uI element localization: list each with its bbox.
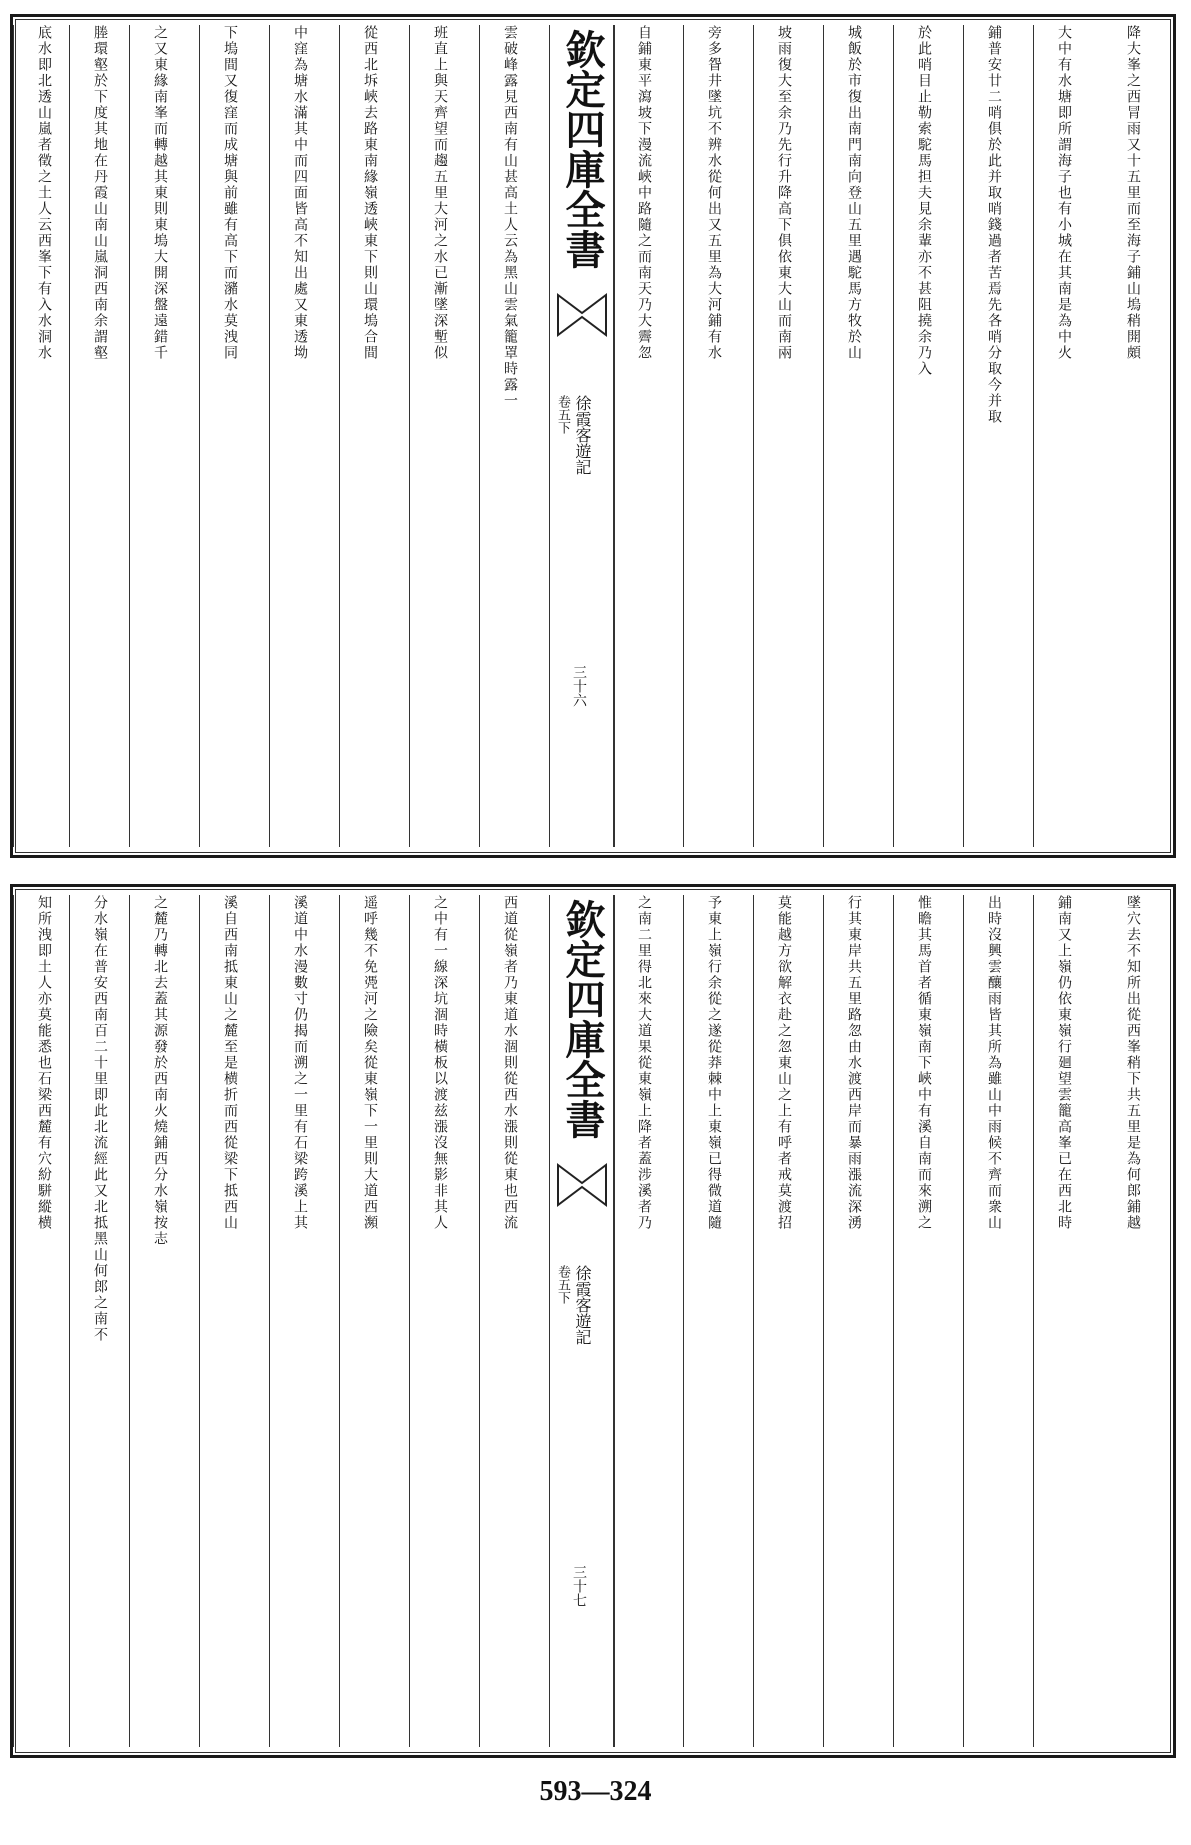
text-column <box>129 25 190 847</box>
column-text: 之南二里得北來大道果從東嶺上降者蓋涉溪者乃 <box>636 895 652 1231</box>
center-fold <box>549 25 615 847</box>
folio-number: 三十七 <box>571 1565 587 1607</box>
column-text: 下塢間又復窪而成塘與前雖有高下而瀦水莫洩同 <box>222 25 238 361</box>
column-text: 之中有一線深坑涸時橫板以渡兹漲沒無影非其人 <box>432 895 448 1231</box>
column-text: 自鋪東平瀉坡下漫流峽中路隨之而南天乃大霽忽 <box>636 25 652 361</box>
text-column <box>129 895 190 1747</box>
text-column <box>13 25 74 847</box>
text-column <box>69 895 130 1747</box>
text-column <box>1033 25 1094 847</box>
column-text: 分水嶺在普安西南百二十里即此北流經此又北抵黑山何郎之南不 <box>92 895 108 1343</box>
text-column <box>13 895 74 1747</box>
column-text: 大中有水塘即所謂海子也有小城在其南是為中火 <box>1056 25 1072 361</box>
text-column <box>409 25 470 847</box>
column-text: 坡雨復大至余乃先行升降高下俱依東大山而南兩 <box>776 25 792 361</box>
column-text: 降大峯之西冐雨又十五里而至海子鋪山塢稍開頗 <box>1125 25 1141 361</box>
text-column <box>1033 895 1094 1747</box>
column-text: 班直上與天齊望而趨五里大河之水已漸墜深塹似 <box>432 25 448 361</box>
column-text: 溪道中水漫數寸仍揭而溯之一里有石梁跨溪上其 <box>292 895 308 1231</box>
text-column <box>963 25 1024 847</box>
text-column <box>613 25 674 847</box>
column-text: 惟瞻其馬首者循東嶺南下峽中有溪自南而來溯之 <box>916 895 932 1231</box>
column-text: 墜穴去不知所出從西峯稍下共五里是為何郎鋪越 <box>1125 895 1141 1231</box>
column-text: 城飯於市復出南門南向登山五里遇駝馬方牧於山 <box>846 25 862 361</box>
center-fold <box>549 895 615 1747</box>
column-text: 西道從嶺者乃東道水涸則從西水漲則從東也西流 <box>502 895 518 1231</box>
column-text: 鋪南又上嶺仍依東嶺行廻望雲籠高峯已在西北時 <box>1056 895 1072 1231</box>
text-column <box>613 895 674 1747</box>
page-top <box>10 14 1176 858</box>
text-column <box>753 25 814 847</box>
column-text: 莫能越方欲解衣赴之忽東山之上有呼者戒莫渡招 <box>776 895 792 1231</box>
column-text: 予東上嶺行余從之遂從莽棘中上東嶺已得微道隨 <box>706 895 722 1231</box>
fishtail-mark-icon <box>554 285 610 345</box>
text-column <box>963 895 1024 1747</box>
column-text: 知所洩即土人亦莫能悉也石梁西麓有穴紛駢縱横 <box>36 895 52 1231</box>
column-text: 底水即北透山嵐者徵之土人云西峯下有入水洞水 <box>36 25 52 361</box>
column-text: 鋪普安廿二哨俱於此并取哨錢過者苦焉先各哨分取今并取 <box>986 25 1002 425</box>
text-column <box>683 25 744 847</box>
text-column <box>893 25 954 847</box>
text-column <box>409 895 470 1747</box>
column-text: 行其東岸共五里路忽由水渡西岸而暴雨漲流深湧 <box>846 895 862 1231</box>
text-column <box>199 895 260 1747</box>
column-text: 從西北坼峽去路東南緣嶺透峽東下則山環塢合間 <box>362 25 378 361</box>
fishtail-mark-icon <box>554 1155 610 1215</box>
text-column <box>893 895 954 1747</box>
book-title: 徐霞客遊記 <box>573 395 592 475</box>
series-title: 欽定四庫全書 <box>559 899 606 1139</box>
text-column <box>339 25 400 847</box>
text-column <box>1103 25 1163 847</box>
folio-number: 三十六 <box>571 665 587 707</box>
book-title: 徐霞客遊記 <box>573 1265 592 1345</box>
column-text: 溪自西南抵東山之麓至是横折而西從梁下抵西山 <box>222 895 238 1231</box>
juan-label: 卷五下 <box>555 395 570 434</box>
page-number: 593—324 <box>539 1776 652 1807</box>
series-title: 欽定四庫全書 <box>559 29 606 269</box>
juan-label: 卷五下 <box>555 1265 570 1304</box>
text-column <box>69 25 130 847</box>
text-column <box>1103 895 1163 1747</box>
column-text: 旁多眢井墜坑不辨水從何出又五里為大河鋪有水 <box>706 25 722 361</box>
column-text: 之麓乃轉北去蓋其源發於西南火燒鋪西分水嶺按志 <box>152 895 168 1247</box>
column-text: 塍環壑於下度其地在丹霞山南山嵐洞西南余謂壑 <box>92 25 108 361</box>
text-column <box>683 895 744 1747</box>
text-column <box>823 895 884 1747</box>
text-column <box>339 895 400 1747</box>
text-column <box>479 895 540 1747</box>
column-text: 雲破峰露見西南有山甚高土人云為黑山雲氣籠罩時露一 <box>502 25 518 409</box>
column-text: 出時沒興雲釀雨皆其所為雖山中雨候不齊而衆山 <box>986 895 1002 1231</box>
text-column <box>269 895 330 1747</box>
text-column <box>269 25 330 847</box>
column-text: 於此哨目止勒索駝馬担夫見余輩亦不甚阻撓余乃入 <box>916 25 932 377</box>
column-text: 中窪為塘水滿其中而四面皆高不知出處又東透坳 <box>292 25 308 361</box>
text-column <box>753 895 814 1747</box>
page-bottom <box>10 884 1176 1758</box>
text-column <box>823 25 884 847</box>
column-text: 遥呼幾不免凴河之險矣從東嶺下一里則大道西瀕 <box>362 895 378 1231</box>
text-column <box>479 25 540 847</box>
text-column <box>199 25 260 847</box>
column-text: 之又東緣南峯而轉越其東則東塢大開深盤遠錯千 <box>152 25 168 361</box>
